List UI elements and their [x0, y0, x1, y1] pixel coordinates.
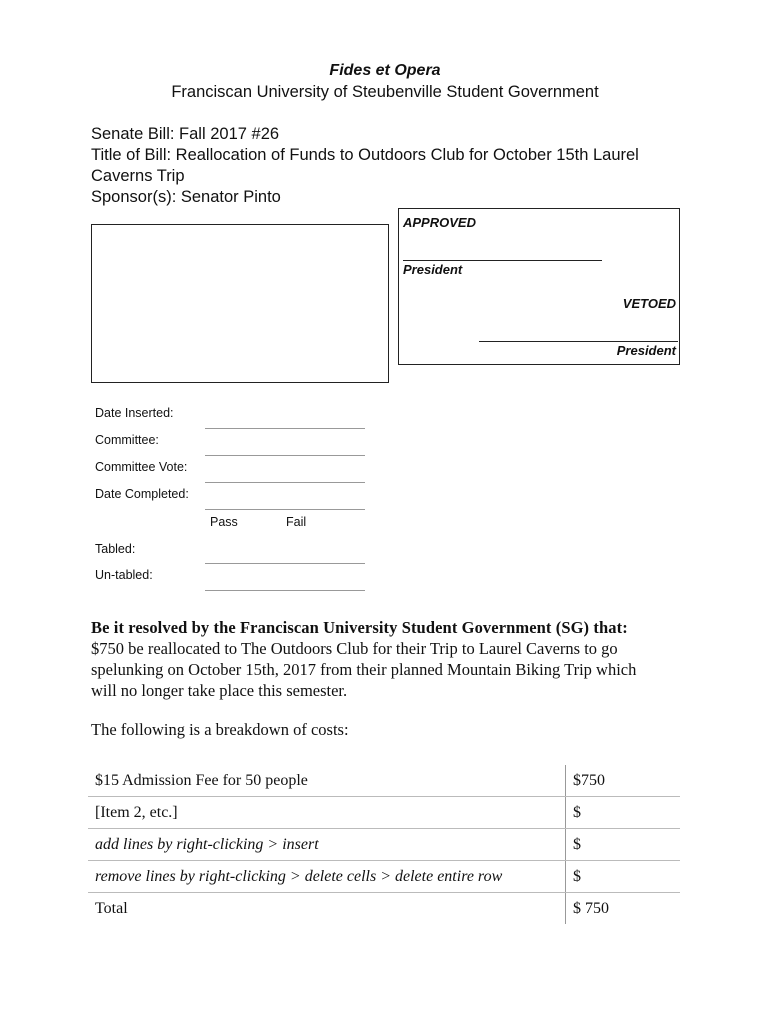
signature-box	[398, 208, 680, 365]
fail-label: Fail	[286, 515, 307, 529]
resolution-line2: spelunking on October 15th, 2017 from their planned Mountain Biking Trip which	[91, 660, 637, 679]
organization-name: Franciscan University of Steubenville Student Government	[171, 83, 599, 101]
cost-item: add lines by right-clicking > insert	[88, 829, 566, 861]
bill-number: Senate Bill: Fall 2017 #26	[91, 125, 280, 143]
table-row	[88, 829, 680, 861]
vetoed-president-label: President	[616, 343, 676, 358]
cost-amount: $	[566, 861, 681, 893]
committee-vote-line	[205, 482, 365, 483]
table-row	[88, 797, 680, 829]
total-label: Total	[95, 899, 128, 917]
resolution-line1: $750 be reallocated to The Outdoors Club for their Trip to Laurel Caverns to go	[91, 639, 618, 658]
table-row-total	[88, 893, 680, 925]
approved-label: APPROVED	[403, 215, 476, 230]
cost-amount: $750	[566, 765, 681, 797]
stamp-box	[91, 224, 389, 383]
date-inserted-label: Date Inserted:	[95, 406, 174, 420]
date-completed-line	[205, 509, 365, 510]
untabled-label: Un-tabled:	[95, 568, 153, 582]
tabled-label: Tabled:	[95, 542, 136, 556]
cost-item: [Item 2, etc.]	[88, 797, 566, 829]
bill-title-line2: Caverns Trip	[91, 167, 185, 185]
approved-president-label: President	[403, 262, 463, 277]
cost-item: remove lines by right-clicking > delete cells > delete entire row	[88, 861, 566, 893]
untabled-line	[205, 590, 365, 591]
pass-label: Pass	[210, 515, 238, 529]
date-inserted-line	[205, 428, 365, 429]
table-row	[88, 861, 680, 893]
breakdown-intro: The following is a breakdown of costs:	[91, 720, 349, 739]
bill-title-line1: Title of Bill: Reallocation of Funds to Outdoors Club for October 15th Laurel	[91, 146, 639, 164]
total-amount: $ 750	[566, 893, 681, 925]
tabled-line	[205, 563, 365, 564]
table-row	[88, 765, 680, 797]
resolution-line3: will no longer take place this semester.	[91, 681, 348, 700]
resolution-section	[91, 617, 691, 701]
bill-sponsor: Sponsor(s): Senator Pinto	[91, 188, 281, 206]
committee-vote-label: Committee Vote:	[95, 460, 188, 474]
committee-label: Committee:	[95, 433, 159, 447]
cost-amount: $	[566, 829, 681, 861]
committee-line	[205, 455, 365, 456]
vetoed-label: VETOED	[622, 296, 676, 311]
vetoed-signature-line	[479, 341, 678, 342]
motto: Fides et Opera	[329, 62, 441, 79]
approved-signature-line	[403, 260, 602, 261]
resolution-heading: Be it resolved by the Franciscan University Student Government (SG) that:	[91, 618, 628, 637]
date-completed-label: Date Completed:	[95, 487, 189, 501]
cost-table	[88, 765, 680, 924]
cost-amount: $	[566, 797, 681, 829]
cost-item: $15 Admission Fee for 50 people	[88, 765, 566, 797]
